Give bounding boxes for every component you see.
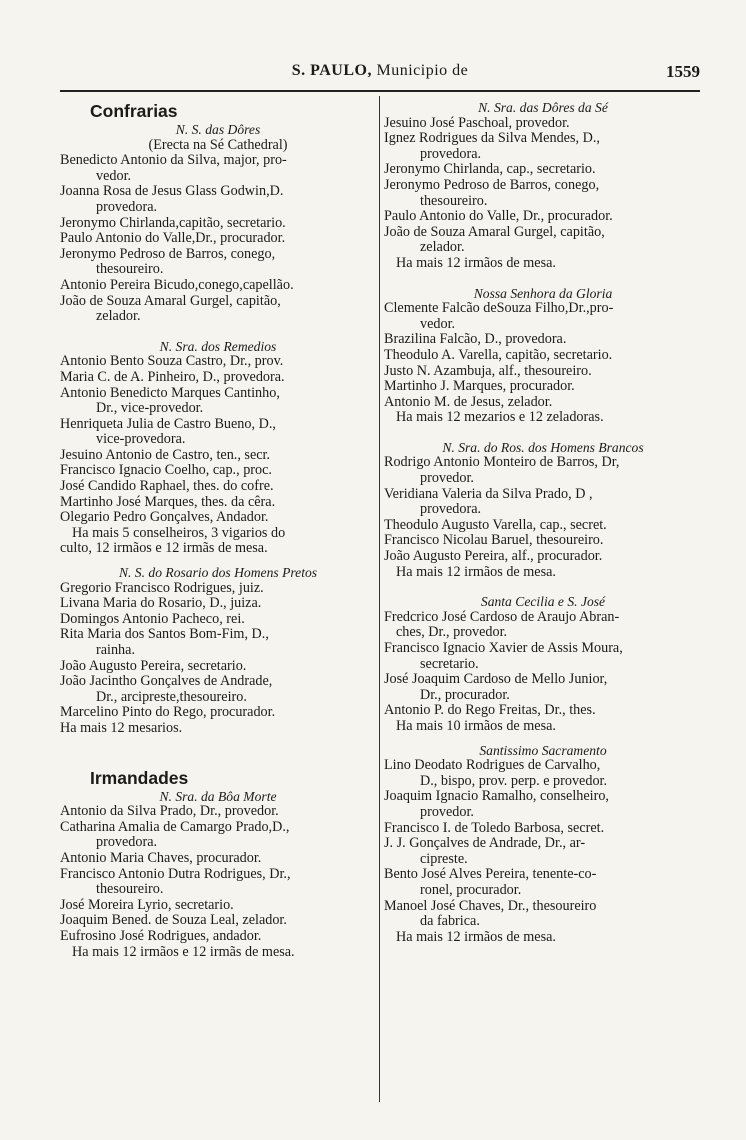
entry-line: João Augusto Pereira, secretario. [60, 658, 247, 674]
entry-line: Joaquim Bened. de Souza Leal, zelador. [60, 913, 287, 929]
entry-title-gloria: Nossa Senhora da Gloria [473, 285, 613, 301]
entry-line: vice-provedora. [96, 432, 186, 448]
entry-line: Jeronymo Pedroso de Barros, conego, [384, 177, 600, 193]
entry-line: José Candido Raphael, thes. do cofre. [60, 479, 274, 495]
entry-line: Antonio Maria Chaves, procurador. [60, 850, 262, 866]
entry-line: Bento José Alves Pereira, tenente-co- [384, 867, 597, 883]
entry-line: Olegario Pedro Gonçalves, Andador. [60, 510, 269, 526]
entry-line: Eufrosino José Rodrigues, andador. [60, 928, 262, 944]
section-heading-confrarias: Confrarias [90, 101, 178, 121]
entry-line: Veridiana Valeria da Silva Prado, D , [384, 486, 593, 502]
entry-line: Francisco Antonio Dutra Rodrigues, Dr., [60, 866, 291, 882]
entry-line: provedora. [96, 835, 158, 851]
entry-title-boa-morte: N. Sra. da Bôa Morte [159, 788, 277, 804]
entry-line: João Jacintho Gonçalves de Andrade, [60, 674, 273, 690]
entry-line: Antonio M. de Jesus, zelador. [384, 394, 553, 410]
entry-line: Lino Deodato Rodrigues de Carvalho, [384, 758, 601, 774]
entry-line: Ha mais 12 irmãos de mesa. [396, 255, 556, 271]
entry-line: Jeronymo Chirlanda,capitão, secretario. [60, 215, 286, 231]
entry-line: Ha mais 12 mezarios e 12 zeladoras. [396, 410, 604, 426]
entry-line: ronel, procurador. [420, 882, 522, 898]
entry-line: Ha mais 12 irmãos de mesa. [396, 564, 556, 580]
entry-title-remedios: N. Sra. dos Remedios [159, 338, 277, 354]
entry-line: João Augusto Pereira, alf., procurador. [384, 549, 603, 565]
entry-line: Antonio Benedicto Marques Cantinho, [60, 385, 280, 401]
entry-line: Clemente Falcão deSouza Filho,Dr.,pro- [384, 301, 614, 317]
entry-line: rainha. [96, 643, 135, 658]
entry-line: Gregorio Francisco Rodrigues, juiz. [60, 580, 264, 596]
entry-line: culto, 12 irmãos e 12 irmãs de mesa. [60, 541, 268, 557]
entry-line: João de Souza Amaral Gurgel, capitão, [384, 224, 605, 240]
entry-line: Joaquim Ignacio Ramalho, conselheiro, [384, 789, 609, 805]
entry-line: Theodulo A. Varella, capitão, secretario. [384, 347, 613, 363]
entry-line: Francisco Ignacio Xavier de Assis Moura, [384, 641, 623, 656]
section-heading-irmandades: Irmandades [90, 767, 189, 788]
entry-line: Ha mais 12 mesarios. [60, 720, 183, 736]
entry-line: Joanna Rosa de Jesus Glass Godwin,D. [60, 184, 284, 200]
entry-line: Dr., arcipreste,thesoureiro. [96, 689, 247, 705]
left-column [60, 100, 376, 960]
entry-line: Martinho J. Marques, procurador. [384, 379, 575, 395]
running-title [60, 62, 700, 80]
entry-line: Brazilina Falcão, D., provedora. [384, 332, 567, 348]
entry-line: Jesuino José Paschoal, provedor. [384, 115, 570, 131]
entry-title-rosario-brancos: N. Sra. do Ros. dos Homens Brancos [442, 439, 644, 455]
entry-line: Dr., procurador. [420, 687, 510, 703]
entry-line: Antonio da Silva Prado, Dr., provedor. [60, 804, 279, 820]
entry-line: Ignez Rodrigues da Silva Mendes, D., [384, 131, 600, 147]
entry-line: Manoel José Chaves, Dr., thesoureiro [384, 898, 597, 914]
entry-line: Antonio P. do Rego Freitas, Dr., thes. [384, 703, 596, 719]
entry-line: Rodrigo Antonio Monteiro de Barros, Dr, [384, 455, 620, 471]
entry-line: thesoureiro. [420, 193, 488, 209]
entry-line: zelador. [96, 309, 141, 325]
right-column [384, 100, 702, 945]
entry-line: Ha mais 12 irmãos de mesa. [396, 929, 556, 945]
entry-line: ches, Dr., provedor. [396, 625, 508, 641]
entry-line: Martinho José Marques, thes. da cêra. [60, 494, 276, 510]
entry-line: secretario. [420, 656, 479, 672]
entry-line: Paulo Antonio do Valle,Dr., procurador. [60, 231, 286, 247]
entry-title-sacramento: Santissimo Sacramento [479, 742, 607, 758]
entry-title-cecilia: Santa Cecilia e S. José [480, 594, 606, 610]
entry-title-dores: N. S. das Dôres [175, 122, 261, 137]
entry-line: Rita Maria dos Santos Bom-Fim, D., [60, 627, 269, 643]
entry-line: Theodulo Augusto Varella, cap., secret. [384, 517, 607, 533]
entry-line: vedor. [420, 316, 456, 332]
entry-line: Domingos Antonio Pacheco, rei. [60, 611, 245, 627]
entry-line: provedor. [420, 804, 474, 820]
entry-line: Francisco Nicolau Baruel, thesoureiro. [384, 533, 604, 549]
entry-line: Ha mais 12 irmãos e 12 irmãs de mesa. [72, 944, 295, 960]
entry-line: Henriqueta Julia de Castro Bueno, D., [60, 416, 276, 432]
column-divider [379, 96, 380, 1102]
entry-line: Antonio Pereira Bicudo,conego,capellão. [60, 277, 294, 293]
entry-line: Fredcrico José Cardoso de Araujo Abran- [384, 609, 620, 625]
entry-line: D., bispo, prov. perp. e provedor. [420, 773, 608, 789]
entry-line: thesoureiro. [96, 262, 164, 278]
entry-line: Antonio Bento Souza Castro, Dr., prov. [60, 354, 284, 370]
entry-line: zelador. [420, 240, 465, 256]
entry-line: Jeronymo Chirlanda, cap., secretario. [384, 162, 596, 178]
entry-line: Paulo Antonio do Valle, Dr., procurador. [384, 209, 613, 225]
entry-line: José Moreira Lyrio, secretario. [60, 897, 234, 913]
entry-line: provedora. [96, 199, 158, 215]
running-title-city: S. PAULO, [291, 62, 372, 79]
entry-title-dores-se: N. Sra. das Dôres da Sé [478, 100, 608, 115]
entry-line: Dr., vice-provedor. [96, 401, 204, 417]
entry-line: thesoureiro. [96, 882, 164, 898]
page-number: 1559 [666, 62, 700, 81]
entry-line: Marcelino Pinto do Rego, procurador. [60, 705, 276, 721]
entry-line: Ha mais 5 conselheiros, 3 vigarios do [72, 525, 286, 541]
entry-line: vedor. [96, 168, 132, 184]
entry-line: Livana Maria do Rosario, D., juiza. [60, 596, 262, 612]
entry-line: Maria C. de A. Pinheiro, D., provedora. [60, 369, 285, 385]
entry-line: J. J. Gonçalves de Andrade, Dr., ar- [384, 836, 586, 852]
entry-line: cipreste. [420, 851, 468, 867]
entry-line: Benedicto Antonio da Silva, major, pro- [60, 153, 287, 169]
entry-line: Ha mais 10 irmãos de mesa. [396, 718, 556, 734]
page-header [60, 62, 700, 88]
entry-line: Francisco Ignacio Coelho, cap., proc. [60, 463, 272, 479]
entry-line: provedora. [420, 502, 482, 518]
entry-line: Jeronymo Pedroso de Barros, conego, [60, 246, 276, 262]
entry-line: Jesuino Antonio de Castro, ten., secr. [60, 447, 271, 463]
entry-line: Catharina Amalia de Camargo Prado,D., [60, 819, 290, 835]
entry-line: José Joaquim Cardoso de Mello Junior, [384, 672, 608, 688]
entry-line: João de Souza Amaral Gurgel, capitão, [60, 293, 281, 309]
entry-line: da fabrica. [420, 914, 480, 930]
header-rule [60, 90, 700, 92]
running-title-rest: Municipio de [376, 62, 469, 79]
entry-subtitle-dores: (Erecta na Sé Cathedral) [148, 137, 288, 153]
entry-line: Francisco I. de Toledo Barbosa, secret. [384, 820, 605, 836]
entry-line: Justo N. Azambuja, alf., thesoureiro. [384, 363, 592, 379]
entry-line: provedora. [420, 146, 482, 162]
entry-title-rosario-pretos: N. S. do Rosario dos Homens Pretos [118, 565, 318, 581]
entry-line: provedor. [420, 471, 474, 487]
